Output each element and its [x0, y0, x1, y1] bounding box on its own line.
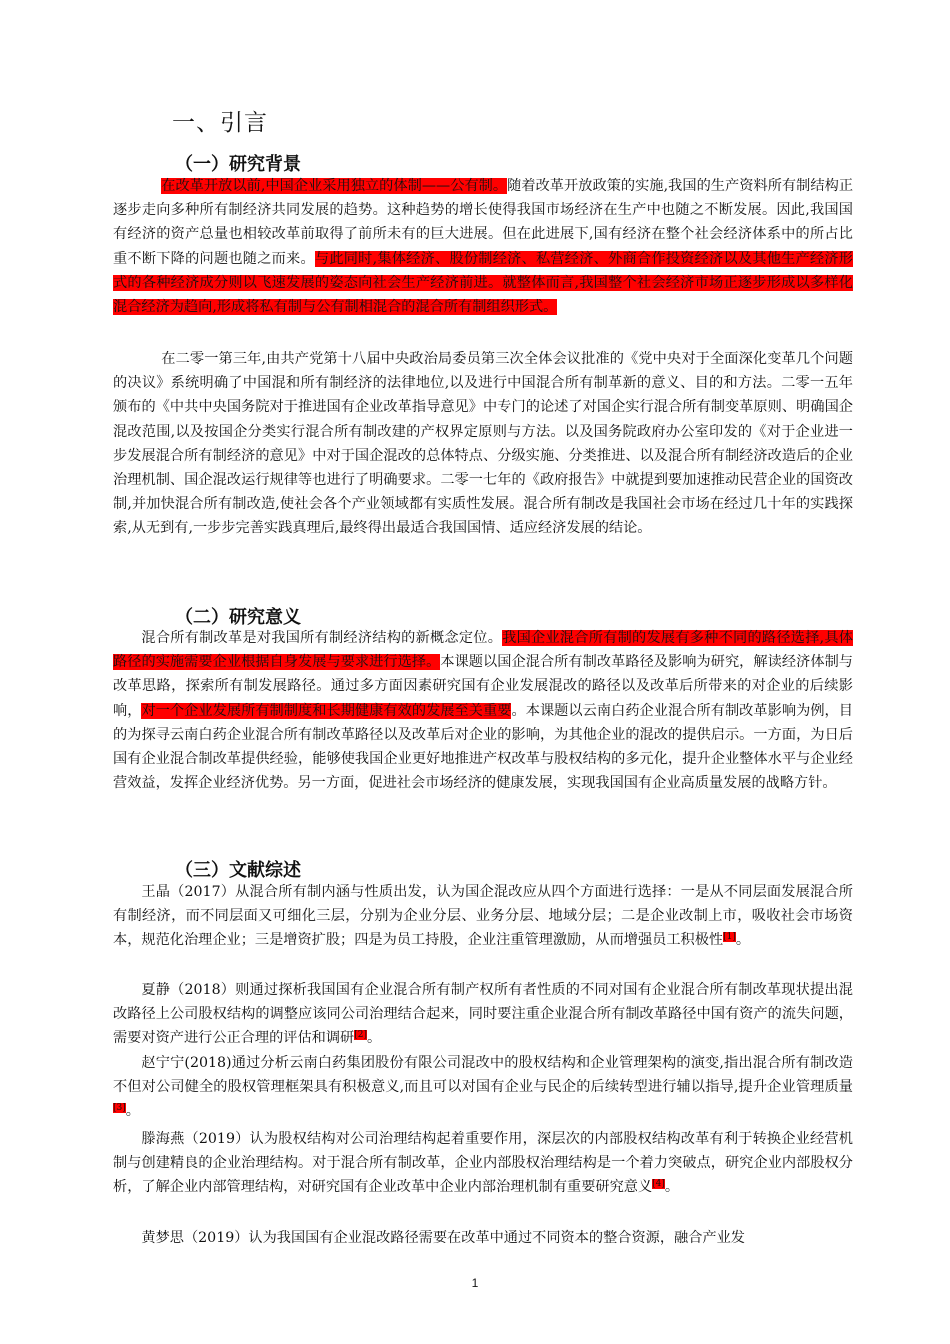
paragraph-literature-3 — [113, 1051, 853, 1124]
body-text: 赵宁宁(2018)通过分析云南白药集团股份有限公司混改中的股权结构和企业管理架构的演变,指出混合所有制改造不但对公司健全的股权管理框架具有积极意义,而且可以对国有企业与民企的后续转型进行辅以指导,提升企业管理质量 — [113, 1055, 853, 1096]
paragraph-literature-2 — [113, 978, 853, 1051]
body-text: 。 — [366, 1030, 382, 1047]
highlight-text: 对一个企业发展所有制制度和长期健康有效的发展至关重要 — [141, 702, 512, 719]
body-text: 。本课题以云南白药企业混合所有制改革影响为例，目的为探寻云南白药企业混合所有制改革路径以及改革后对企业的影响，为其他企业的混改的提供启示。一方面，为日后国有企业混合制改革提供经验，能够使我国企业更好地推进产权改革与股权结构的多元化，提升企业整体水平与企业经营效益，发挥企业经济优势。另一方面，促进社会市场经济的健康发展，实现我国国有企业高质量发展的战略方针。 — [113, 702, 853, 792]
citation-marker: [4] — [652, 1178, 665, 1189]
paragraph-background-2: 在二零一第三年,由共产党第十八届中央政治局委员第三次全体会议批准的《党中央对于全面深化变革几个问题的决议》系统明确了中国混和所有制经济的法律地位,以及进行中国混合所有制革新的意义、目的和方法。二零一五年颁布的《中共中央国务院对于推进国有企业改革指导意见》中专门的论述了对国企实行混合所有制变革原则、明确国企混改范围,以及按国企分类实行混合所有制改建的产权界定原则与方法。以及国务院政府办公室印发的《对于企业进一步发展混合所有制经济的意见》中对于国企混改的总体特点、分级实施、分类推进、以及混合所有制经济改造后的企业治理机制、国企混改运行规律等也进行了明确要求。二零一七年的《政府报告》中就提到要加速推动民营企业的国资改制,并加快混合所有制改造,使社会各个产业领域都有实质性发展。混合所有制改是我国社会市场在经过几十年的实践探索,从无到有,一步步完善实践真理后,最终得出最适合我国国情、适应经济发展的结论。 — [113, 351, 853, 537]
body-text: 本课题以国企混合所有制改革路径及影响为研究，解读经济体制与改革思路，探索所有制发展路径。通过多方面因素研究国有企业发展混改的路径以及改革后所带来的对企业的后续影响， — [113, 654, 853, 719]
citation-marker: [3] — [113, 1102, 126, 1113]
body-text: 随着改革开放政策的实施,我国的生产资料所有制结构正逐步走向多种所有制经济共同发展的趋势。这种趋势的增长使得我国市场经济在生产中也随之不断发展。因此,我国国有经济的资产总量也相较改革前取得了前所未有的巨大进展。但在此进展下,国有经济在整个社会经济体系中的所占比重不断下降的问题也随之而来。 — [113, 178, 854, 267]
body-text: 。 — [125, 1103, 140, 1120]
citation-marker: [2] — [354, 1029, 367, 1040]
body-text: 混合所有制改革是对我国所有制经济结构的新概念定位。 — [141, 630, 503, 646]
page-number: 1 — [471, 1276, 479, 1290]
body-text: 王晶（2017）从混合所有制内涵与性质出发，认为国企混改应从四个方面进行选择：一是从不同层面发展混合所有制经济，而不同层面又可细化三层，分别为企业分层、业务分层、地域分层；二是企业改制上市，吸收社会市场资本，规范化治理企业；三是增资扩股；四是为员工持股，企业注重管理激励，从而增强员工积极性 — [113, 884, 853, 949]
citation-marker: [1] — [723, 931, 736, 942]
paragraph-background-1 — [113, 174, 853, 319]
paragraph-literature-4 — [113, 1127, 853, 1200]
section-heading-literature: （三）文献综述 — [175, 860, 301, 881]
section-heading-significance: （二）研究意义 — [175, 607, 301, 628]
body-text: 。 — [664, 1179, 680, 1196]
body-text: 夏静（2018）则通过探析我国国有企业混合所有制产权所有者性质的不同对国有企业混合所有制改革现状提出混改路径上公司股权结构的调整应该同公司治理结合起来，同时要注重企业混合所有制改革路径中国有资产的流失问题，需要对资产进行公正合理的评估和调研 — [113, 982, 853, 1047]
highlight-text: 在改革开放以前,中国企业采用独立的体制——公有制。 — [161, 178, 508, 194]
highlight-text: 与此同时,集体经济、股份制经济、私营经济、外商合作投资经济以及其他生产经济形式的各种经济成分则以飞速发展的姿态向社会生产经济前进。就整体而言,我国整个社会经济市场正逐步形成以多样化混合经济为趋向,形成将私有制与公有制相混合的混合所有制组织形式。 — [113, 250, 853, 316]
paragraph-significance — [113, 626, 853, 795]
highlight-text: 我国企业混合所有制的发展有多种不同的路径选择,具体路径的实施需要企业根据自身发展与要求进行选择。 — [113, 630, 853, 671]
body-text: 滕海燕（2019）认为股权结构对公司治理结构起着重要作用，深层次的内部股权结构改革有利于转换企业经营机制与创建精良的企业治理结构。对于混合所有制改革，企业内部股权治理结构是一个着力突破点，研究企业内部股权分析，了解企业内部管理结构，对研究国有企业改革中企业内部治理机制有重要研究意义 — [113, 1131, 853, 1196]
paragraph-literature-5: 黄梦思（2019）认为我国国有企业混改路径需要在改革中通过不同资本的整合资源，融合产业发 — [141, 1230, 745, 1246]
paragraph-literature-1 — [113, 880, 853, 953]
body-text: 。 — [735, 932, 751, 949]
section-heading-background: （一）研究背景 — [175, 154, 301, 175]
chapter-heading: 一、引言 — [172, 110, 268, 136]
